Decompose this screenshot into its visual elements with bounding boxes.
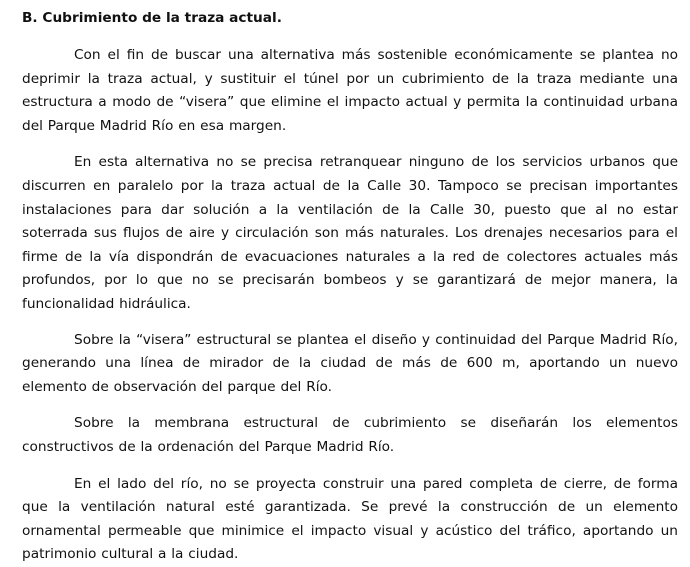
- paragraph-river-side: En el lado del río, no se proyecta construir una pared completa de cierre, de forma que la ventilación natural esté garantizada. Se prevé la construcción de un elemento ornamental permeable que minimice el impacto visual y acústico del tráfico, aportando un patrimonio cultural a la ciudad.: [22, 475, 678, 563]
- section-heading: B. Cubrimiento de la traza actual.: [22, 10, 282, 26]
- document-body: [22, 0, 678, 567]
- paragraph-services-ventilation: En esta alternativa no se precisa retranquear ninguno de los servicios urbanos que discurren en paralelo por la traza actual de la Calle 30. Tampoco se precisan importantes instalaciones para dar solución a la ventilación de la Calle 30, puesto que al no estar soterrada sus flujos de aire y circulación son más naturales. Los drenajes necesarios para el firme de la vía dispondrán de evacuaciones naturales a la red de colectores actuales más profundos, por lo que no se precisarán bombeos y se garantizará de mejor manera, la funcionalidad hidráulica.: [22, 154, 678, 312]
- paragraph-visera-alternative: Con el fin de buscar una alternativa más sostenible económicamente se plantea no deprimir la traza actual, y sustituir el túnel por un cubrimiento de la traza mediante una estructura a modo de “visera” que elimine el impacto actual y permita la continuidad urbana del Parque Madrid Río en esa margen.: [22, 47, 678, 134]
- paragraph-park-continuity: Sobre la “visera” estructural se plantea el diseño y continuidad del Parque Madrid Río, generando una línea de mirador de la ciudad de más de 600 m, aportando un nuevo elemento de observación del parque del Río.: [22, 331, 678, 395]
- paragraph-structural-membrane: Sobre la membrana estructural de cubrimiento se diseñarán los elementos constructivos de la ordenación del Parque Madrid Río.: [22, 415, 678, 455]
